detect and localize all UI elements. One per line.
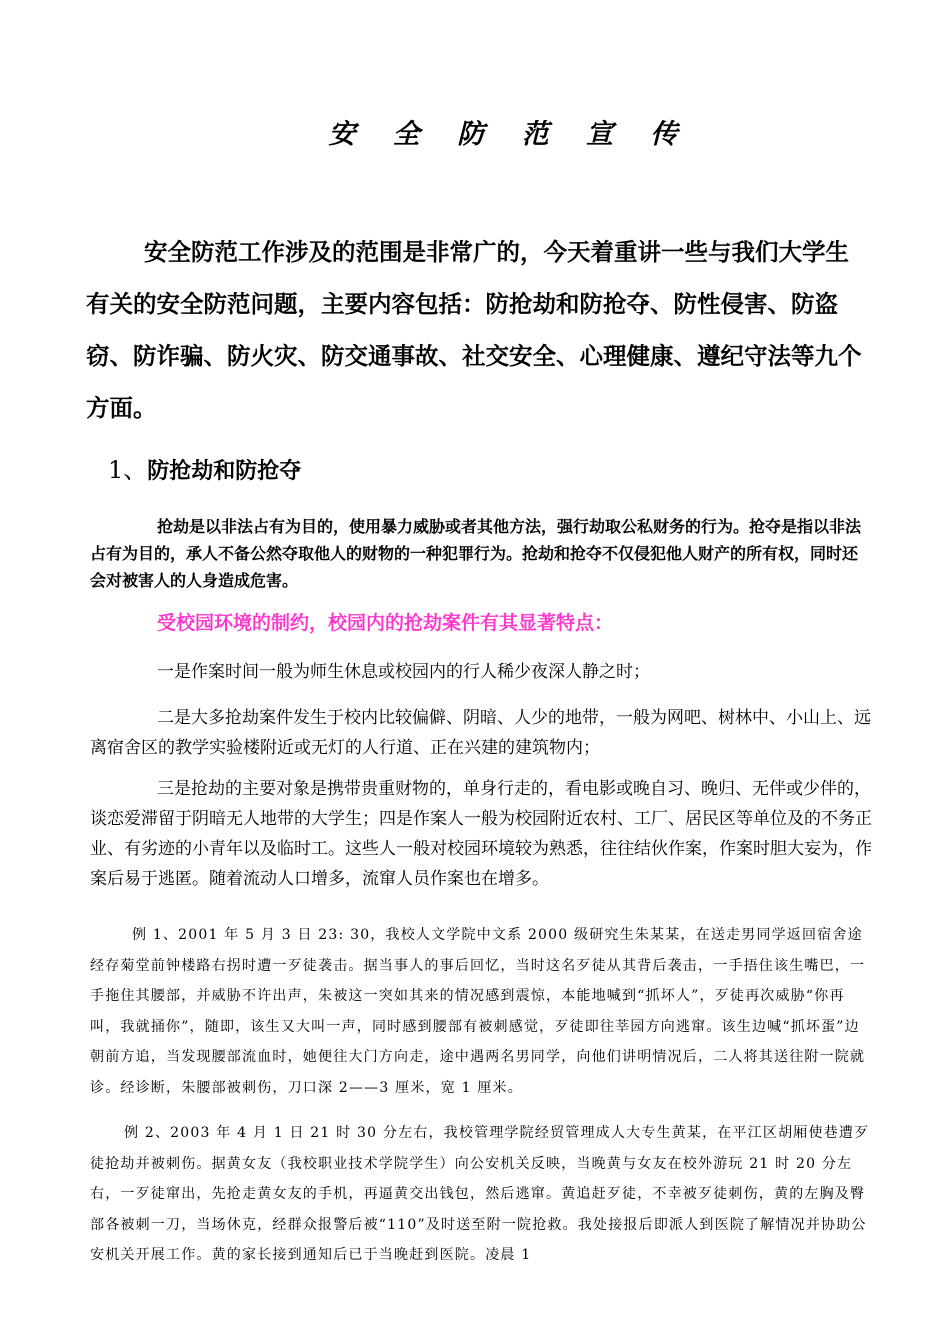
point-paragraph-1: 一是作案时间一般为师生休息或校园内的行人稀少夜深人静之时； [157, 662, 650, 682]
definition-paragraph: 抢劫是以非法占有为目的，使用暴力威胁或者其他方法，强行劫取公私财务的行为。抢夺是指以非法占有为目的，承人不备公然夺取他人的财物的一种犯罪行为。抢劫和抢夺不仅侵犯他人财产的所有权，同时还会对被害人的人身造成危害。 [90, 517, 862, 590]
section-heading [108, 450, 301, 485]
section-title: 防抢劫和防抢夺 [147, 459, 302, 484]
example-paragraph-2: 例 2、2003 年 4 月 1 日 21 时 30 分左右，我校管理学院经贸管理成人大专生黄某，在平江区胡厢使巷遭歹徒抢劫并被刺伤。据黄女友（我校职业技术学院学生）向公安机关反映，当晚黄与女友在校外游玩 21 时 20 分左右，一歹徒窜出，先抢走黄女友的手机，再逼黄交出钱包，然后逃窜。黄追赶歹徒，不幸被歹徒刺伤，黄的左胸及臀部各被刺一刀，当场休克，经群众报警后被“110”及时送至附一院抢救。我处接报后即派人到医院了解情况并协助公安机关开展工作。黄的家长接到通知后已于当晚赶到医院。凌晨 1 [90, 1125, 870, 1263]
page-title: 安 全 防 范 宣 传 [328, 119, 692, 150]
point-paragraph-3: 三是抢劫的主要对象是携带贵重财物的，单身行走的，看电影或晚自习、晚归、无伴或少伴的，谈恋爱滞留于阴暗无人地带的大学生；四是作案人一般为校园附近农村、工厂、居民区等单位及的不务正业、有劣迹的小青年以及临时工。这些人一般对校园环境较为熟悉，往往结伙作案，作案时胆大妄为，作案后易于逃匿。随着流动人口增多，流窜人员作案也在增多。 [90, 779, 872, 889]
example-paragraph-1: 例 1、2001 年 5 月 3 日 23: 30，我校人文学院中文系 2000 级研究生朱某某，在送走男同学返回宿舍途经存菊堂前钟楼路右拐时遭一歹徒袭击。据当事人的事后回忆，当时这名歹徒从其背后袭击，一手捂住该生嘴巴，一手拖住其腰部，并威胁不许出声，朱被这一突如其来的情况感到震惊，本能地喊到“抓坏人”，歹徒再次威胁“你再叫，我就捅你”，随即，该生又大叫一声，同时感到腰部有被刺感觉，歹徒即往莘园方向逃窜。该生边喊“抓坏蛋”边朝前方追，当发现腰部流血时，她便往大门方向走，途中遇两名男同学，向他们讲明情况后，二人将其送往附一院就诊。经诊断，朱腰部被刺伤，刀口深 2——3 厘米，宽 1 厘米。 [90, 927, 866, 1096]
section-number: 1、 [108, 456, 148, 484]
point-paragraph-2: 二是大多抢劫案件发生于校内比较偏僻、阴暗、人少的地带，一般为网吧、树林中、小山上、远离宿舍区的教学实验楼附近或无灯的人行道、正在兴建的建筑物内； [90, 708, 871, 758]
intro-paragraph: 安全防范工作涉及的范围是非常广的，今天着重讲一些与我们大学生有关的安全防范问题，主要内容包括：防抢劫和防抢夺、防性侵害、防盗窃、防诈骗、防火灾、防交通事故、社交安全、心理健康、遵纪守法等九个方面。 [86, 238, 862, 422]
highlight-heading: 受校园环境的制约，校园内的抢劫案件有其显著特点： [157, 612, 614, 634]
